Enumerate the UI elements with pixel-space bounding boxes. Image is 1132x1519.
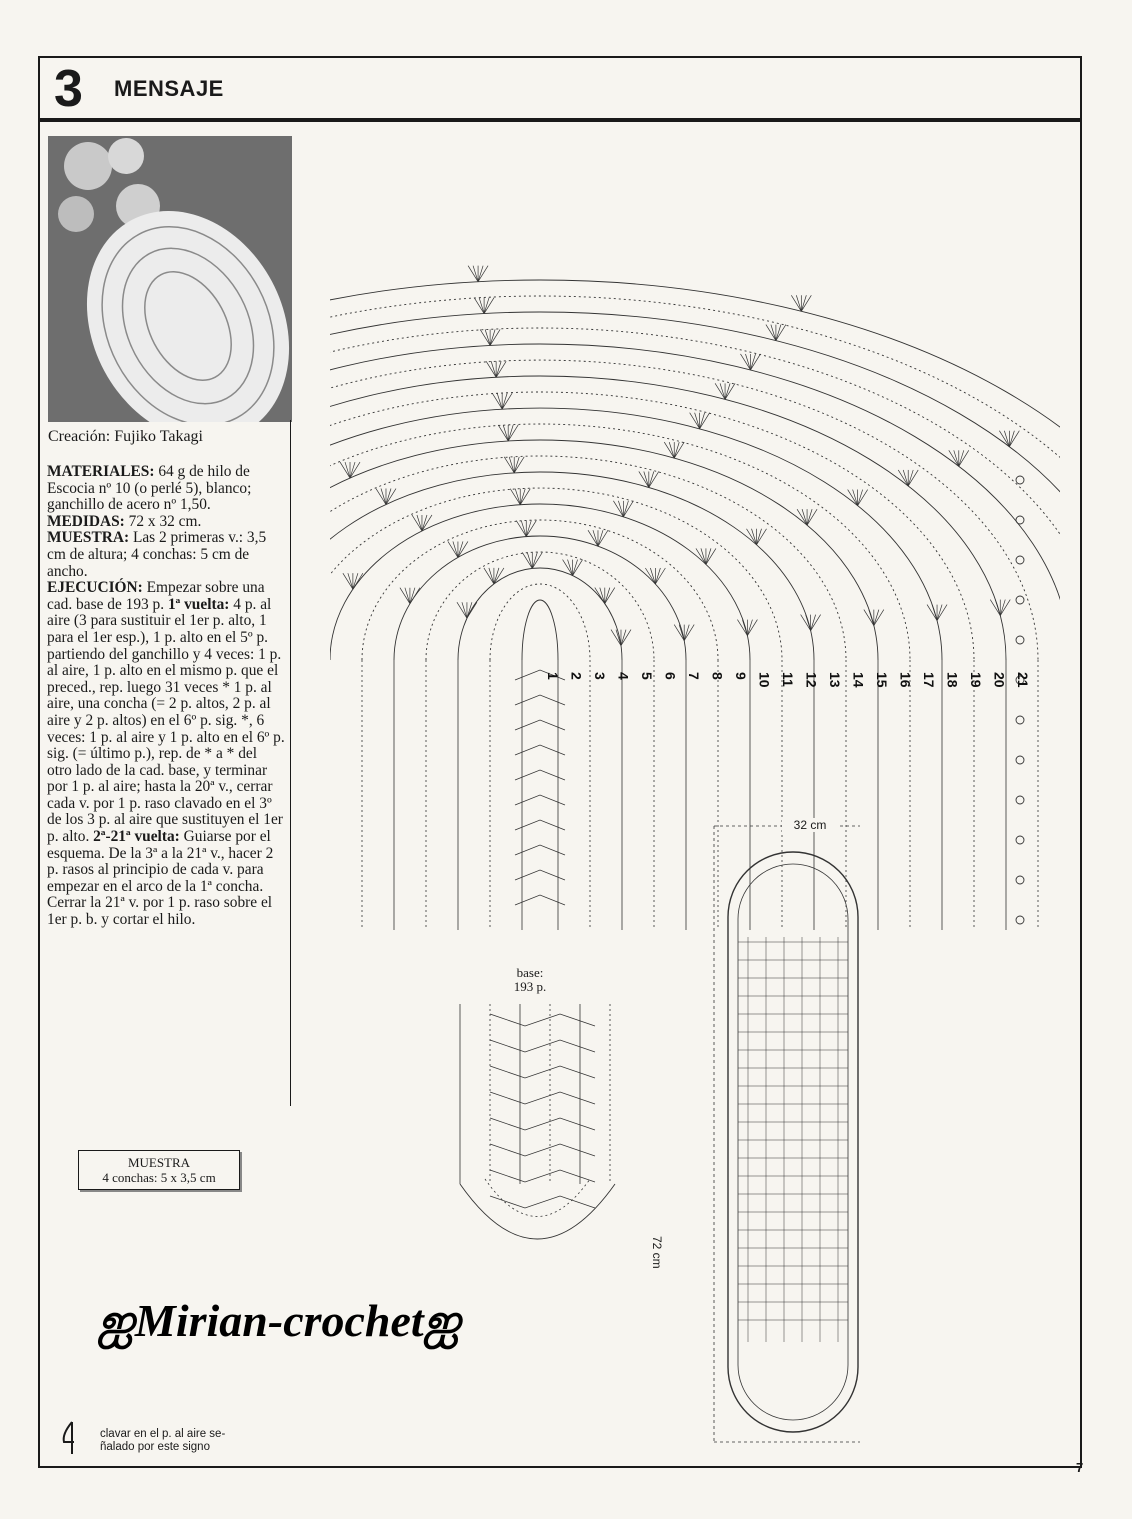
width-dimension: 32 cm — [782, 818, 838, 832]
medidas-text: 72 x 32 cm. — [124, 512, 202, 530]
row-number: 20 — [991, 672, 1008, 688]
medidas-label: MEDIDAS: — [47, 512, 125, 530]
muestra-text: Las 2 primeras v.: 3,5 cm de altura; 4 conchas: 5 cm de ancho. — [47, 529, 267, 580]
footer-note-line2: ñalado por este signo — [100, 1441, 210, 1453]
base-label-line2: 193 p. — [513, 979, 547, 994]
ejecucion-text-3: Guiarse por el esquema. De la 3ª a la 21ª v., hacer 2 p. rasos al principio de cada v. para empezar en el arco de la 1ª concha. Cerrar la 21ª v. por 1 p. raso sobre el 1er p. b. y cortar el hilo. — [47, 828, 274, 929]
column-divider — [290, 420, 291, 1106]
vuelta2-label: 2ª-21ª vuelta: — [93, 828, 180, 846]
row-number: 16 — [897, 672, 914, 688]
row-number: 7 — [686, 672, 702, 680]
ejecucion-label: EJECUCIÓN: — [47, 579, 143, 597]
height-dimension: 72 cm — [650, 1236, 664, 1269]
watermark: ஐMirian-crochetஐ — [98, 1295, 461, 1346]
row-number: 4 — [615, 672, 632, 680]
row-number: 19 — [968, 672, 984, 688]
ejecucion-text-2: 4 p. al aire (3 para sustituir el 1er p. alto, 1 para el 1er esp.), 1 p. alto en el 5º p. partiendo del ganchillo y 4 veces: 1 p. al aire, 1 p. alto en el mismo p. que el preced., rep. luego 31 veces * 1 p. al aire, una concha (= 2 p. altos, 2 p. al aire y 2 p. altos) en el 6º p. sig. *, 6 veces: 1 p. al aire y 1 p. alto en el 6º p. sig. (= último p.), rep. de * a * del otro lado de la cad. base, y terminar por 1 p. al aire; hasta la 20ª v., cerrar cada v. por 1 p. raso clavado en el 3º de los 3 p. al aire que sustituyen el 1er p. alto. — [47, 595, 285, 846]
materiales-label: MATERIALES: — [47, 463, 155, 480]
base-label — [500, 966, 560, 994]
row-number: 12 — [803, 672, 820, 688]
row-number: 15 — [874, 672, 890, 688]
row-number: 8 — [709, 672, 726, 680]
page-number: 7 — [1076, 1460, 1084, 1475]
sample-box-title: MUESTRA — [127, 1155, 191, 1170]
row-number: 6 — [662, 672, 679, 680]
pattern-title: MENSAJE — [114, 76, 224, 101]
crochet-chart-detail — [450, 1004, 625, 1254]
vuelta1-label: 1ª vuelta: — [167, 595, 230, 613]
materiales-text: 64 g de hilo de Escocia nº 10 (o perlé 5), blanco; ganchillo de acero nº 1,50. — [47, 463, 252, 514]
row-number: 3 — [592, 672, 608, 680]
pattern-number: 3 — [54, 60, 83, 118]
credit-text: Creación: Fujiko Takagi — [48, 428, 203, 445]
row-number: 14 — [850, 672, 867, 688]
row-number: 11 — [780, 672, 796, 687]
row-number: 9 — [733, 672, 749, 680]
ejecucion-text-1: Empezar sobre una cad. base de 193 p. — [47, 579, 265, 613]
footer-note-line1: clavar en el p. al aire se- — [100, 1428, 226, 1440]
row-number: 1 — [545, 672, 561, 680]
row-number: 2 — [568, 672, 585, 680]
row-number: 10 — [756, 672, 773, 688]
row-number: 21 — [1015, 672, 1031, 688]
row-number: 13 — [827, 672, 843, 688]
sample-box-text: 4 conchas: 5 x 3,5 cm — [102, 1170, 216, 1185]
sample-box — [78, 1150, 240, 1190]
instructions-text — [47, 464, 285, 929]
row-number: 18 — [944, 672, 961, 688]
base-label-line1: base: — [516, 965, 544, 980]
row-number: 17 — [921, 672, 937, 688]
doily-photo — [48, 136, 292, 422]
join-stitch-icon — [58, 1420, 80, 1456]
muestra-label: MUESTRA: — [47, 529, 130, 547]
page-header — [38, 56, 1082, 122]
row-number: 5 — [639, 672, 655, 680]
footer-note — [100, 1428, 225, 1454]
size-schematic — [690, 822, 860, 1448]
